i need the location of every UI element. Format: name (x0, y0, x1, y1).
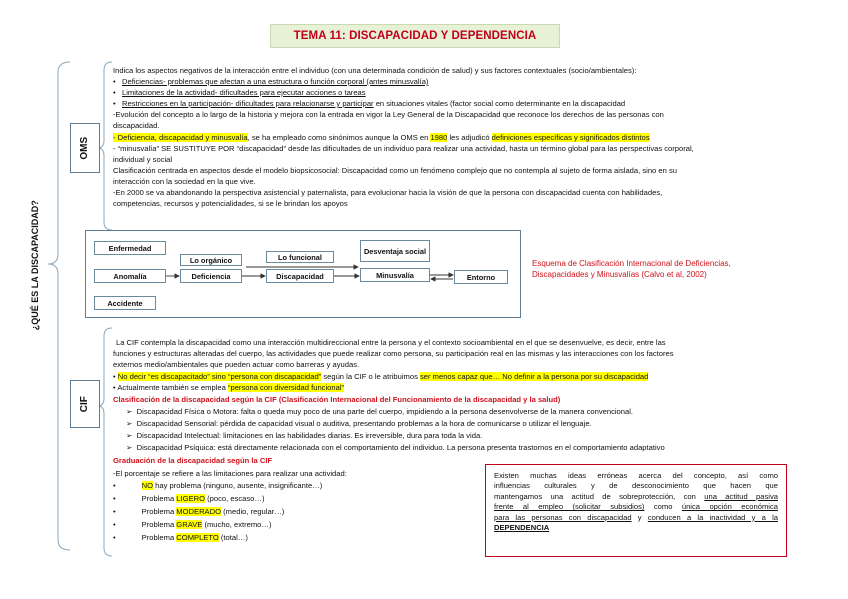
oms-clasificacion-line-1: Clasificación centrada en aspectos desde el modelo biopsicosocial: Discapacidad como un fenómeno complejo que no contempla al sujeto de forma aislada, sino en su (113, 166, 677, 175)
cif-bullet-1-a: No decir “es discapacitado” sino “persona con discapacidad” (117, 372, 322, 381)
bullet-dot: • (113, 494, 116, 503)
grade-post: (poco, escaso…) (205, 494, 265, 503)
cif-type-psiquica (126, 443, 665, 453)
arrow-bullet: ➢ (126, 419, 137, 428)
grade-key: GRAVE (176, 520, 203, 529)
grade-row (113, 507, 284, 517)
note-line-6: DEPENDENCIA (494, 523, 550, 533)
note-line-1: Existen muchas ideas erróneas acerca del concepto, así como (494, 471, 778, 480)
oms-bullet-2 (113, 88, 366, 98)
cif-paragraph-line-1: La CIF contempla la discapacidad como una interacción multidireccional entre la persona y el contexto socioambiental en el que se desenvuelve, es decir, entre las (116, 338, 666, 347)
cif-bullet-1-b: según la CIF o le atribuimos (321, 372, 420, 381)
bullet-dot: • (113, 533, 116, 542)
note-line-3a: mantengamos una actitud de sobreprotección, con (494, 491, 705, 501)
grade-row (113, 520, 272, 530)
oms-bullet-2-rest: - dificultades para ejecutar acciones o tareas (214, 88, 366, 97)
note-line-5c: conducen a la inactividad y a la (647, 512, 778, 522)
grade-pre: Problema (141, 533, 177, 542)
grade-pre: Problema (141, 494, 177, 503)
oms-label-box (70, 123, 100, 173)
grade-key: NO (141, 481, 154, 490)
diagram-caption (532, 258, 731, 280)
classification-diagram (85, 230, 521, 318)
arrow-bullet: ➢ (126, 407, 137, 416)
oms-label: OMS (78, 136, 90, 160)
page-title: TEMA 11: DISCAPACIDAD Y DEPENDENCIA (293, 29, 537, 42)
grade-row (113, 533, 248, 543)
note-line-4a: frente al empleo (solicitar subsidios) (494, 502, 645, 512)
cif-type-sensorial (126, 419, 592, 429)
oms-minusvalia-line-2: individual y social (113, 155, 173, 164)
main-brace (48, 62, 70, 550)
box-enfermedad: Enfermedad (94, 241, 166, 255)
cif-type-intelectual (126, 431, 482, 441)
note-line-4b: como (644, 502, 682, 512)
cif-label: CIF (78, 395, 90, 413)
box-accidente: Accidente (94, 296, 156, 310)
oms-2000-line-2: competencias, recursos y potencialidades, si se le brindan los apoyos (113, 199, 348, 208)
oms-bullet-1-head: Deficiencias (122, 77, 163, 86)
cif-bullet-1 (113, 372, 648, 382)
note-line-3b: una actitud pasiva (704, 491, 778, 501)
oms-2000-line-1: -En 2000 se va abandonando la perspectiva asistencial y paternalista, para evolucionar hacia la visión de que la persona con discapacidad cuenta con habilidades, (113, 188, 663, 197)
box-lo-organico: Lo orgánico (180, 254, 242, 266)
grade-post: hay problema (ninguno, ausente, insignificante…) (153, 481, 323, 490)
grade-post: (medio, regular…) (221, 507, 285, 516)
box-anomalia: Anomalía (94, 269, 166, 283)
box-discapacidad: Discapacidad (266, 269, 334, 283)
diagram-caption-line-1: Esquema de Clasificación Internacional de Deficiencias, (532, 259, 731, 268)
oms-bullet-3-tail: en situaciones vitales (factor social como determinante en la discapacidad (373, 99, 626, 108)
arrow-bullet: ➢ (126, 431, 137, 440)
bullet-dot: • (113, 520, 116, 529)
cif-classification-title: Clasificación de la discapacidad según la CIF (Clasificación Internacional del Funcionamiento de la discapacidad y la salud) (113, 395, 561, 404)
title-box (270, 24, 560, 48)
side-label-text: ¿QUÉ ES LA DISCAPACIDAD? (29, 199, 40, 331)
diagram-arrows (86, 231, 522, 319)
cif-type-sensorial-text: Discapacidad Sensorial: pérdida de capacidad visual o auditiva, presentando problemas a la hora de comunicarse o utilizar el lenguaje. (136, 419, 592, 428)
cif-type-fisica-text: Discapacidad Física o Motora: falta o queda muy poco de una parte del cuerpo, impidiendo a la persona desenvolverse de la manera convencional. (136, 407, 634, 416)
grade-row (113, 481, 322, 491)
grade-key: MODERADO (176, 507, 222, 516)
note-line-2: influencias culturales y de desconocimiento que hacen que (494, 481, 778, 491)
box-lo-funcional: Lo funcional (266, 251, 334, 263)
bullet-dot: • (113, 88, 122, 97)
cif-bullet-2-b: “persona con diversidad funcional” (227, 383, 345, 392)
oms-clasificacion-line-2: interacción con la sociedad en la que vive. (113, 177, 256, 186)
oms-minusvalia-line-1: - “minusvalía” SE SUSTITUYE POR “discapacidad” desde las dificultades de un individuo para realizar una actividad, hasta un término global para las perspectivas corporal, (113, 144, 694, 153)
cif-graduation-intro: -El porcentaje se refiere a las limitaciones para realizar una actividad: (113, 469, 347, 478)
syn-text-b: , se ha empleado como sinónimos aunque la OMS en (247, 133, 431, 142)
cif-type-psiquica-text: Discapacidad Psíquica: está directamente relacionada con el comportamiento del individuo. La persona presenta trastornos en el comportamiento adaptativo (136, 443, 665, 452)
grade-row (113, 494, 265, 504)
cif-type-intelectual-text: Discapacidad Intelectual: limitaciones en las habilidades diarias. Es irreversible, dura para toda la vida. (136, 431, 483, 440)
oms-bullet-2-head: Limitaciones de la actividad (122, 88, 215, 97)
grade-post: (mucho, extremo…) (202, 520, 272, 529)
cif-paragraph-line-2: funciones y estructuras alteradas del cuerpo, las actividades que puede realizar como persona, su participación real en las mismas y las interacciones con los factores (113, 349, 674, 358)
bullet-dot: • (113, 481, 116, 490)
box-entorno: Entorno (454, 270, 508, 284)
misconceptions-note (485, 464, 787, 557)
grade-pre: Problema (141, 507, 177, 516)
note-line-4 (494, 502, 778, 512)
oms-brace (98, 62, 112, 230)
box-minusvalia: Minusvalía (360, 268, 430, 282)
bullet-dot: • (113, 372, 118, 381)
note-line-5b: y (631, 512, 648, 522)
box-desventaja-social: Desventaja social (360, 240, 430, 262)
note-line-4c: única opción económica (681, 502, 778, 512)
arrow-bullet: ➢ (126, 443, 137, 452)
syn-text-c: les adjudicó (447, 133, 492, 142)
note-line-5a: para las personas con discapacidad (494, 512, 632, 522)
note-line-5 (494, 513, 778, 523)
oms-bullet-3-head: Restricciones en la participación (122, 99, 231, 108)
bullet-dot: • (113, 99, 122, 108)
oms-bullet-1 (113, 77, 428, 87)
oms-bullet-3 (113, 99, 625, 109)
diagram-caption-line-2: Discapacidades y Minusvalías (Calvo et al, 2002) (532, 270, 707, 279)
syn-highlight-d: definiciones específicas y significados distintos (491, 133, 650, 142)
cif-label-box (70, 380, 100, 428)
oms-intro: Indica los aspectos negativos de la interacción entre el individuo (con una determinada condición de salud) y sus factores contextuales (socio/ambientales): (113, 66, 637, 75)
cif-paragraph-line-3: externos medio/ambientales que pueden actuar como barreras y ayudas. (113, 360, 360, 369)
grade-post: (total…) (218, 533, 248, 542)
bullet-dot: • (113, 77, 122, 86)
cif-bullet-2 (113, 383, 344, 393)
bullet-dot: • (113, 507, 116, 516)
syn-highlight-a: - Deficiencia, discapacidad y minusvalía (113, 133, 248, 142)
box-deficiencia: Deficiencia (180, 269, 242, 283)
syn-year: 1980 (430, 133, 448, 142)
note-line-3 (494, 492, 778, 502)
oms-synonyms (113, 133, 650, 143)
oms-evolution-line-1: -Evolución del concepto a lo largo de la historia y mejora con la entrada en vigor la Ley General de la Discapacidad que reconoce los derechos de las personas con (113, 110, 664, 119)
cif-type-fisica (126, 407, 633, 417)
oms-bullet-3-rest: - dificultades para relacionarse y participar (230, 99, 374, 108)
cif-bullet-1-c: ser menos capaz que… No definir a la persona por su discapacidad (420, 372, 649, 381)
side-label (26, 190, 44, 340)
cif-brace (98, 328, 112, 556)
grade-key: COMPLETO (176, 533, 219, 542)
cif-bullet-2-a: Actualmente también se emplea (117, 383, 228, 392)
grade-key: LIGERO (176, 494, 205, 503)
cif-graduation-title: Graduación de la discapacidad según la CIF (113, 456, 273, 465)
grade-pre: Problema (141, 520, 177, 529)
oms-bullet-1-rest: - problemas que afectan a una estructura o función corporal (antes minusvalía) (162, 77, 429, 86)
bullet-dot: • (113, 383, 118, 392)
oms-evolution-line-2: discapacidad. (113, 121, 160, 130)
